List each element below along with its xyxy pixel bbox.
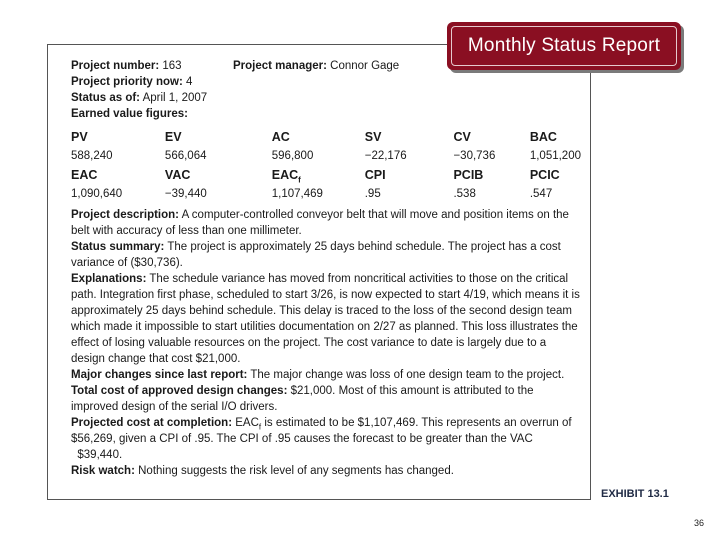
ev-header-cell: VAC xyxy=(164,167,191,182)
earned-value-table xyxy=(71,127,581,203)
ev-header-cell: SV xyxy=(364,129,382,144)
ev-header-cell: EV xyxy=(164,129,182,144)
status-summary: Status summary: The project is approximately 25 days behind schedule. The project has a cost variance of ($30,736). xyxy=(71,241,561,269)
ev-header-cell: AC xyxy=(271,129,290,144)
ev-value-cell: 1,107,469 xyxy=(271,187,323,200)
page-number: 36 xyxy=(693,518,704,528)
ev-value-cell: 566,064 xyxy=(164,149,207,162)
ev-header-cell: EAC xyxy=(71,167,98,182)
status-as-of: Status as of: April 1, 2007 xyxy=(71,92,208,104)
ev-value-cell: −22,176 xyxy=(364,149,407,162)
ev-value-cell: .538 xyxy=(453,187,476,200)
ev-header-row-2 xyxy=(71,165,581,184)
risk-watch: Risk watch: Nothing suggests the risk level of any segments has changed. xyxy=(71,465,454,477)
exhibit-label: EXHIBIT 13.1 xyxy=(601,488,669,500)
ev-header-cell-eacf: $EAC_f$ xyxy=(271,167,301,184)
ev-value-cell: 1,051,200 xyxy=(529,149,581,162)
ev-header-row-1 xyxy=(71,127,581,146)
report-body xyxy=(71,207,581,479)
ev-header-cell: CPI xyxy=(364,167,386,182)
ev-header-cell: PCIB xyxy=(453,167,484,182)
major-changes: Major changes since last report: The major change was loss of one design team to the project. xyxy=(71,369,565,381)
ev-value-cell: 588,240 xyxy=(71,149,113,162)
ev-header-cell: PV xyxy=(71,129,88,144)
slide-title: Monthly Status Report xyxy=(451,26,677,66)
project-manager: Project manager: Connor Gage xyxy=(233,60,400,72)
report-header-row xyxy=(71,58,581,74)
ev-value-row-2 xyxy=(71,184,581,203)
ev-value-row-1 xyxy=(71,146,581,165)
status-report xyxy=(71,58,581,479)
ev-header-cell: PCIC xyxy=(529,167,560,182)
ev-value-cell: .547 xyxy=(529,187,553,200)
ev-value-cell: 1,090,640 xyxy=(71,187,123,200)
project-priority: Project priority now: 4 xyxy=(71,76,193,88)
ev-header-cell: BAC xyxy=(529,129,557,144)
ev-value-cell: −39,440 xyxy=(164,187,207,200)
project-description: Project description: A computer-controlled conveyor belt that will move and position items on the belt with accuracy of less than one millimeter. xyxy=(71,209,569,237)
ev-value-cell: 596,800 xyxy=(271,149,314,162)
approved-design-changes: Total cost of approved design changes: $21,000. Most of this amount is attributed to the improved design of the serial I/O drivers. xyxy=(71,385,534,413)
ev-value-cell: −30,736 xyxy=(453,149,496,162)
earned-value-heading: Earned value figures: xyxy=(71,108,188,120)
projected-cost: Projected cost at completion: $EAC_f$ is estimated to be $1,107,469. This represents an overrun of $56,269, given a CPI of .95. The CPI of .95 causes the forecast to be greater than the VAC $39,440. xyxy=(71,417,572,461)
ev-value-cell: .95 xyxy=(364,187,381,200)
explanations: Explanations: The schedule variance has moved from noncritical activities to those on the critical path. Integration first phase, scheduled to start 3/26, is now expected to start 4/19, which means it is approximately 25 days behind schedule. This delay is traced to the loss of the second design team which made it impossible to start utilities documentation on 2/27 as planned. This loss illustrates the effect of losing valuable resources on the project. The cost variance to date is largely due to a design change that cost $21,000. xyxy=(71,273,580,365)
project-number: Project number: 163 xyxy=(71,60,182,72)
ev-header-cell: CV xyxy=(453,129,471,144)
